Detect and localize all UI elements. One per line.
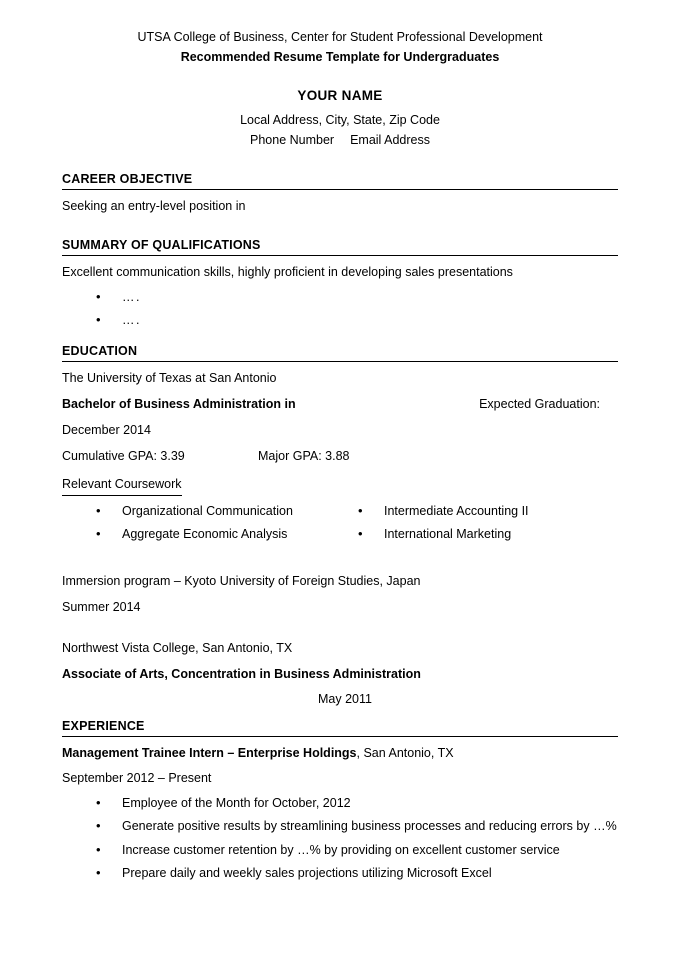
experience-bullet-list [62,794,618,884]
candidate-name: YOUR NAME [297,88,383,104]
summary-bullet-list [62,288,618,331]
section-heading-career-objective: CAREER OBJECTIVE [62,172,618,190]
candidate-email: Email Address [350,132,430,147]
list-item: • Employee of the Month for October, 2012 [96,794,618,813]
experience-job-location: , San Antonio, TX [356,745,454,760]
document-title-line: Recommended Resume Template for Undergraduates [180,50,500,65]
spacer-before-education [62,334,618,344]
document-org-line: UTSA College of Business, Center for Student Professional Development [137,30,543,44]
candidate-phone: Phone Number [250,132,335,147]
education-immersion-date: Summer 2014 [62,599,141,614]
coursework-heading-wrap [62,465,618,496]
list-item: • Intermediate Accounting II [358,502,529,521]
spacer-before-career-objective [62,150,618,172]
list-item: • Prepare daily and weekly sales projections utilizing Microsoft Excel [96,864,618,883]
coursework-list-left [96,502,358,545]
education-school-primary: The University of Texas at San Antonio [62,371,277,386]
education-coursework-heading: Relevant Coursework [62,475,182,496]
education-degree-primary: Bachelor of Business Administration in [62,397,296,411]
list-item: • International Marketing [358,525,529,544]
coursework-column-right [358,502,529,549]
coursework-column-left [96,502,358,549]
career-objective-body: Seeking an entry-level position in [62,199,246,213]
experience-job-title-row [62,744,618,763]
list-item: • …. [96,288,618,307]
spacer-before-experience [62,709,618,719]
education-degree-secondary: Associate of Arts, Concentration in Business Administration [62,667,421,681]
education-immersion-line: Immersion program – Kyoto University of Foreign Studies, Japan [62,573,421,588]
education-graduation-date: December 2014 [62,422,151,437]
education-cumulative-gpa: Cumulative GPA: 3.39 [62,448,185,463]
education-degree-secondary-date: May 2011 [318,691,372,706]
candidate-address: Local Address, City, State, Zip Code [240,113,440,128]
coursework-list-right [358,502,529,545]
summary-body: Excellent communication skills, highly proficient in developing sales presentations [62,264,513,279]
list-item: • …. [96,311,618,330]
list-item: • Organizational Communication [96,502,358,521]
spacer-before-summary [62,216,618,238]
section-heading-experience: EXPERIENCE [62,719,618,737]
list-item: • Aggregate Economic Analysis [96,525,358,544]
experience-job-dates: September 2012 – Present [62,771,212,786]
section-heading-summary: SUMMARY OF QUALIFICATIONS [62,238,618,256]
education-major-gpa: Major GPA: 3.88 [258,448,350,463]
spacer-before-immersion [62,549,618,565]
education-gpa-row [62,447,618,466]
list-item: • Generate positive results by streamlining business processes and reducing errors by …% [96,817,618,836]
list-item: • Increase customer retention by …% by providing on excellent customer service [96,841,618,860]
experience-job-title: Management Trainee Intern – Enterprise Holdings [62,745,357,760]
section-heading-education: EDUCATION [62,344,618,362]
education-degree-row [62,395,618,414]
education-school-secondary: Northwest Vista College, San Antonio, TX [62,641,293,656]
candidate-contact-row [62,131,618,150]
coursework-columns [62,502,618,549]
education-graduation-label: Expected Graduation: [479,397,600,411]
spacer-before-second-school [62,616,618,632]
